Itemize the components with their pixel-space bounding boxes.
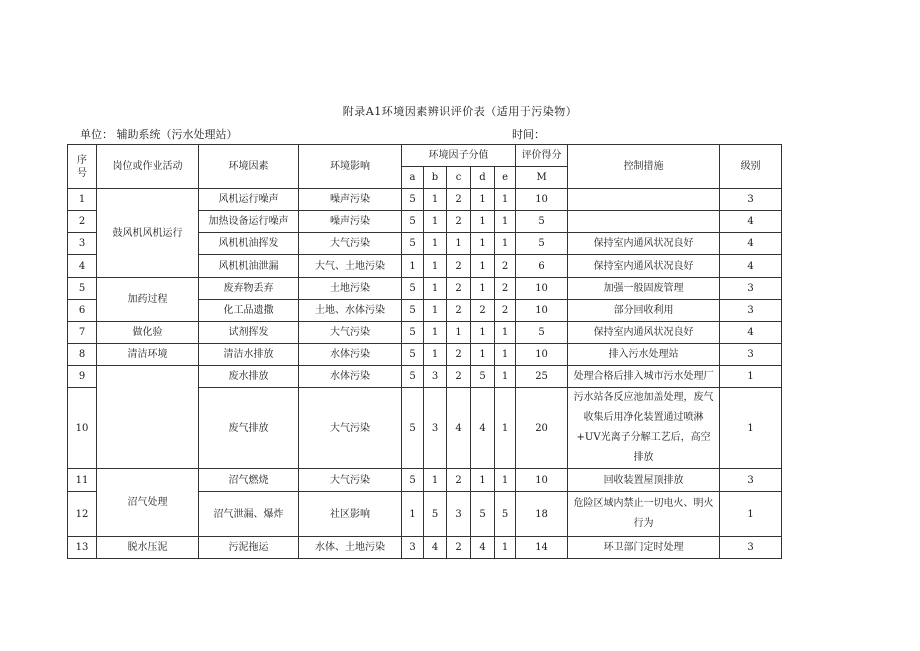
row-a: 3: [402, 537, 424, 559]
row-e: 1: [495, 322, 516, 344]
row-m: 10: [516, 300, 568, 322]
row-level: 4: [720, 233, 782, 255]
row-a: 1: [402, 492, 424, 537]
row-no: 4: [68, 255, 97, 278]
row-no: 8: [68, 344, 97, 366]
row-impact: 土地、水体污染: [299, 300, 402, 322]
table-row: [68, 322, 782, 344]
header-seq: 序号: [68, 145, 97, 189]
row-c: 2: [447, 366, 471, 388]
row-control: [568, 189, 720, 211]
table-row: [68, 278, 782, 300]
row-m: 14: [516, 537, 568, 559]
row-c: 2: [447, 469, 471, 492]
row-a: 5: [402, 211, 424, 233]
row-d: 1: [471, 344, 495, 366]
row-a: 5: [402, 366, 424, 388]
row-factor: 沼气燃烧: [199, 469, 299, 492]
row-d: 2: [471, 300, 495, 322]
row-factor: 清洁水排放: [199, 344, 299, 366]
row-b: 1: [424, 344, 447, 366]
row-m: 10: [516, 344, 568, 366]
row-level: 1: [720, 388, 782, 469]
row-factor: 试剂挥发: [199, 322, 299, 344]
row-b: 3: [424, 366, 447, 388]
group-label-empty: [97, 366, 199, 469]
row-c: 2: [447, 537, 471, 559]
row-control: 排入污水处理站: [568, 344, 720, 366]
row-c: 2: [447, 300, 471, 322]
row-e: 1: [495, 211, 516, 233]
row-factor: 风机机油挥发: [199, 233, 299, 255]
unit-label: 单位： 辅助系统（污水处理站）: [80, 128, 238, 141]
row-a: 5: [402, 300, 424, 322]
row-b: 5: [424, 492, 447, 537]
row-b: 1: [424, 300, 447, 322]
row-e: 1: [495, 366, 516, 388]
row-c: 4: [447, 388, 471, 469]
row-m: 5: [516, 211, 568, 233]
row-m: 18: [516, 492, 568, 537]
table-row: [68, 469, 782, 492]
row-d: 1: [471, 469, 495, 492]
header-m: M: [516, 167, 568, 189]
header-b: b: [424, 167, 447, 189]
row-d: 1: [471, 211, 495, 233]
row-c: 2: [447, 255, 471, 278]
group-label: 沼气处理: [97, 469, 199, 537]
row-level: 4: [720, 322, 782, 344]
row-impact: 水体污染: [299, 366, 402, 388]
row-no: 5: [68, 278, 97, 300]
row-e: 2: [495, 300, 516, 322]
row-e: 5: [495, 492, 516, 537]
header-impact: 环境影响: [299, 145, 402, 189]
row-factor: 化工品遗撒: [199, 300, 299, 322]
row-level: 3: [720, 344, 782, 366]
row-b: 1: [424, 233, 447, 255]
row-control: 保持室内通风状况良好: [568, 233, 720, 255]
row-no: 3: [68, 233, 97, 255]
row-a: 5: [402, 388, 424, 469]
row-control: [568, 211, 720, 233]
group-label: 清洁环境: [97, 344, 199, 366]
row-factor: 风机运行噪声: [199, 189, 299, 211]
row-c: 2: [447, 211, 471, 233]
row-m: 10: [516, 469, 568, 492]
group-label: 加药过程: [97, 278, 199, 322]
row-level: 3: [720, 537, 782, 559]
row-e: 1: [495, 469, 516, 492]
row-level: 3: [720, 469, 782, 492]
header-d: d: [471, 167, 495, 189]
row-b: 3: [424, 388, 447, 469]
row-a: 5: [402, 469, 424, 492]
row-control: 环卫部门定时处理: [568, 537, 720, 559]
row-factor: 加热设备运行噪声: [199, 211, 299, 233]
row-no: 7: [68, 322, 97, 344]
row-m: 25: [516, 366, 568, 388]
evaluation-table: [67, 144, 782, 559]
table-row: [68, 366, 782, 388]
row-level: 4: [720, 255, 782, 278]
row-factor: 污泥拖运: [199, 537, 299, 559]
row-b: 1: [424, 278, 447, 300]
group-label: 脱水压泥: [97, 537, 199, 559]
row-level: 1: [720, 492, 782, 537]
header-score: 评价得分: [516, 145, 568, 167]
row-control: 危险区域内禁止一切电火、明火行为: [568, 492, 720, 537]
row-level: 3: [720, 278, 782, 300]
row-m: 10: [516, 189, 568, 211]
row-d: 5: [471, 366, 495, 388]
group-label: 做化验: [97, 322, 199, 344]
row-b: 1: [424, 469, 447, 492]
row-d: 4: [471, 388, 495, 469]
row-a: 5: [402, 278, 424, 300]
row-control: 处理合格后排入城市污水处理厂: [568, 366, 720, 388]
row-factor: 废弃物丢弃: [199, 278, 299, 300]
row-control: 保持室内通风状况良好: [568, 322, 720, 344]
row-no: 2: [68, 211, 97, 233]
row-level: 3: [720, 189, 782, 211]
row-control: 部分回收利用: [568, 300, 720, 322]
table-row: [68, 189, 782, 211]
row-e: 1: [495, 388, 516, 469]
row-impact: 大气、土地污染: [299, 255, 402, 278]
row-no: 11: [68, 469, 97, 492]
row-a: 5: [402, 189, 424, 211]
row-impact: 噪声污染: [299, 211, 402, 233]
row-factor: 废水排放: [199, 366, 299, 388]
row-impact: 水体污染: [299, 344, 402, 366]
row-factor: 废气排放: [199, 388, 299, 469]
row-no: 12: [68, 492, 97, 537]
header-post: 岗位或作业活动: [97, 145, 199, 189]
row-e: 1: [495, 537, 516, 559]
table-row: [68, 344, 782, 366]
row-d: 1: [471, 189, 495, 211]
row-level: 1: [720, 366, 782, 388]
row-b: 1: [424, 211, 447, 233]
row-impact: 噪声污染: [299, 189, 402, 211]
row-no: 1: [68, 189, 97, 211]
header-row: [68, 145, 782, 167]
row-c: 1: [447, 322, 471, 344]
row-control: 污水站各反应池加盖处理，废气收集后用净化装置通过喷淋+UV光离子分解工艺后，高空排放: [568, 388, 720, 469]
row-factor: 沼气泄漏、爆炸: [199, 492, 299, 537]
group-label: 鼓风机风机运行: [97, 189, 199, 278]
table-row: [68, 537, 782, 559]
row-impact: 水体、土地污染: [299, 537, 402, 559]
row-b: 1: [424, 255, 447, 278]
row-a: 1: [402, 255, 424, 278]
row-level: 3: [720, 300, 782, 322]
row-d: 1: [471, 255, 495, 278]
row-c: 3: [447, 492, 471, 537]
header-control: 控制措施: [568, 145, 720, 189]
row-b: 4: [424, 537, 447, 559]
row-c: 1: [447, 233, 471, 255]
header-e: e: [495, 167, 516, 189]
row-control: 加强一般固废管理: [568, 278, 720, 300]
header-level: 级别: [720, 145, 782, 189]
row-d: 1: [471, 278, 495, 300]
row-c: 2: [447, 278, 471, 300]
row-factor: 风机机油泄漏: [199, 255, 299, 278]
row-e: 2: [495, 278, 516, 300]
row-m: 6: [516, 255, 568, 278]
row-m: 5: [516, 322, 568, 344]
row-control: 回收装置屋顶排放: [568, 469, 720, 492]
row-control: 保持室内通风状况良好: [568, 255, 720, 278]
row-c: 2: [447, 344, 471, 366]
row-e: 1: [495, 344, 516, 366]
row-e: 1: [495, 189, 516, 211]
header-factor: 环境因素: [199, 145, 299, 189]
row-e: 2: [495, 255, 516, 278]
row-impact: 土地污染: [299, 278, 402, 300]
row-e: 1: [495, 233, 516, 255]
row-a: 5: [402, 322, 424, 344]
row-no: 10: [68, 388, 97, 469]
header-a: a: [402, 167, 424, 189]
row-c: 2: [447, 189, 471, 211]
row-m: 20: [516, 388, 568, 469]
row-d: 1: [471, 233, 495, 255]
document-title: 附录A1环境因素辨识评价表（适用于污染物）: [342, 105, 578, 118]
row-a: 5: [402, 344, 424, 366]
row-impact: 大气污染: [299, 469, 402, 492]
row-impact: 大气污染: [299, 233, 402, 255]
row-no: 6: [68, 300, 97, 322]
row-b: 1: [424, 322, 447, 344]
row-impact: 大气污染: [299, 388, 402, 469]
row-b: 1: [424, 189, 447, 211]
time-label: 时间：: [512, 128, 545, 141]
row-a: 5: [402, 233, 424, 255]
row-level: 4: [720, 211, 782, 233]
row-impact: 大气污染: [299, 322, 402, 344]
row-d: 1: [471, 322, 495, 344]
row-m: 10: [516, 278, 568, 300]
header-c: c: [447, 167, 471, 189]
header-subvalue: 环境因子分值: [402, 145, 516, 167]
row-no: 9: [68, 366, 97, 388]
row-d: 5: [471, 492, 495, 537]
row-impact: 社区影响: [299, 492, 402, 537]
row-d: 4: [471, 537, 495, 559]
row-no: 13: [68, 537, 97, 559]
row-m: 5: [516, 233, 568, 255]
